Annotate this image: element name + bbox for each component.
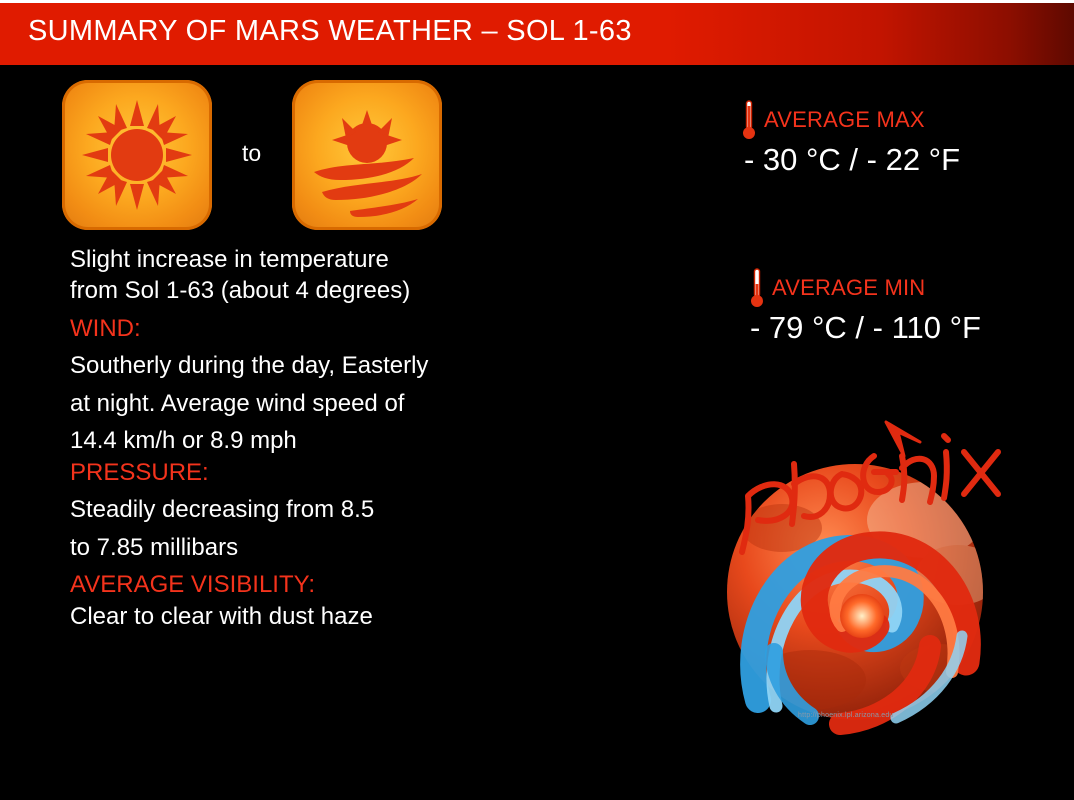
average-max-value: - 30 °C / - 22 °F [744, 142, 961, 177]
page-title: SUMMARY OF MARS WEATHER – SOL 1-63 [28, 15, 632, 47]
logo-credit: http://phoenix.lpl.arizona.edu [798, 712, 894, 719]
sunny-icon [62, 80, 212, 230]
icon-connector-label: to [242, 140, 262, 166]
weather-summary-text [70, 248, 550, 629]
weather-icon-row [62, 80, 482, 230]
average-min-value: - 79 °C / - 110 °F [750, 310, 981, 345]
visibility-heading: AVERAGE VISIBILITY: [70, 571, 315, 599]
wind-line: Southerly during the day, Easterly [70, 352, 429, 380]
phoenix-mission-logo [690, 400, 1020, 745]
thermometer-icon [750, 268, 764, 308]
average-min-stat [750, 268, 981, 346]
pressure-line: Steadily decreasing from 8.5 [70, 496, 375, 524]
summary-line: Slight increase in temperature [70, 246, 389, 273]
wind-line: 14.4 km/h or 8.9 mph [70, 427, 297, 455]
average-min-label: AVERAGE MIN [772, 275, 926, 300]
summary-line: from Sol 1-63 (about 4 degrees) [70, 277, 411, 305]
visibility-line: Clear to clear with dust haze [70, 602, 373, 630]
wind-heading: WIND: [70, 314, 141, 342]
thermometer-icon [742, 100, 756, 140]
dust-haze-icon [292, 80, 442, 230]
average-max-label: AVERAGE MAX [764, 107, 925, 132]
pressure-heading: PRESSURE: [70, 458, 209, 486]
wind-line: at night. Average wind speed of [70, 389, 405, 417]
average-max-stat [742, 100, 960, 178]
pressure-line: to 7.85 millibars [70, 533, 239, 561]
title-bar [0, 0, 1074, 65]
